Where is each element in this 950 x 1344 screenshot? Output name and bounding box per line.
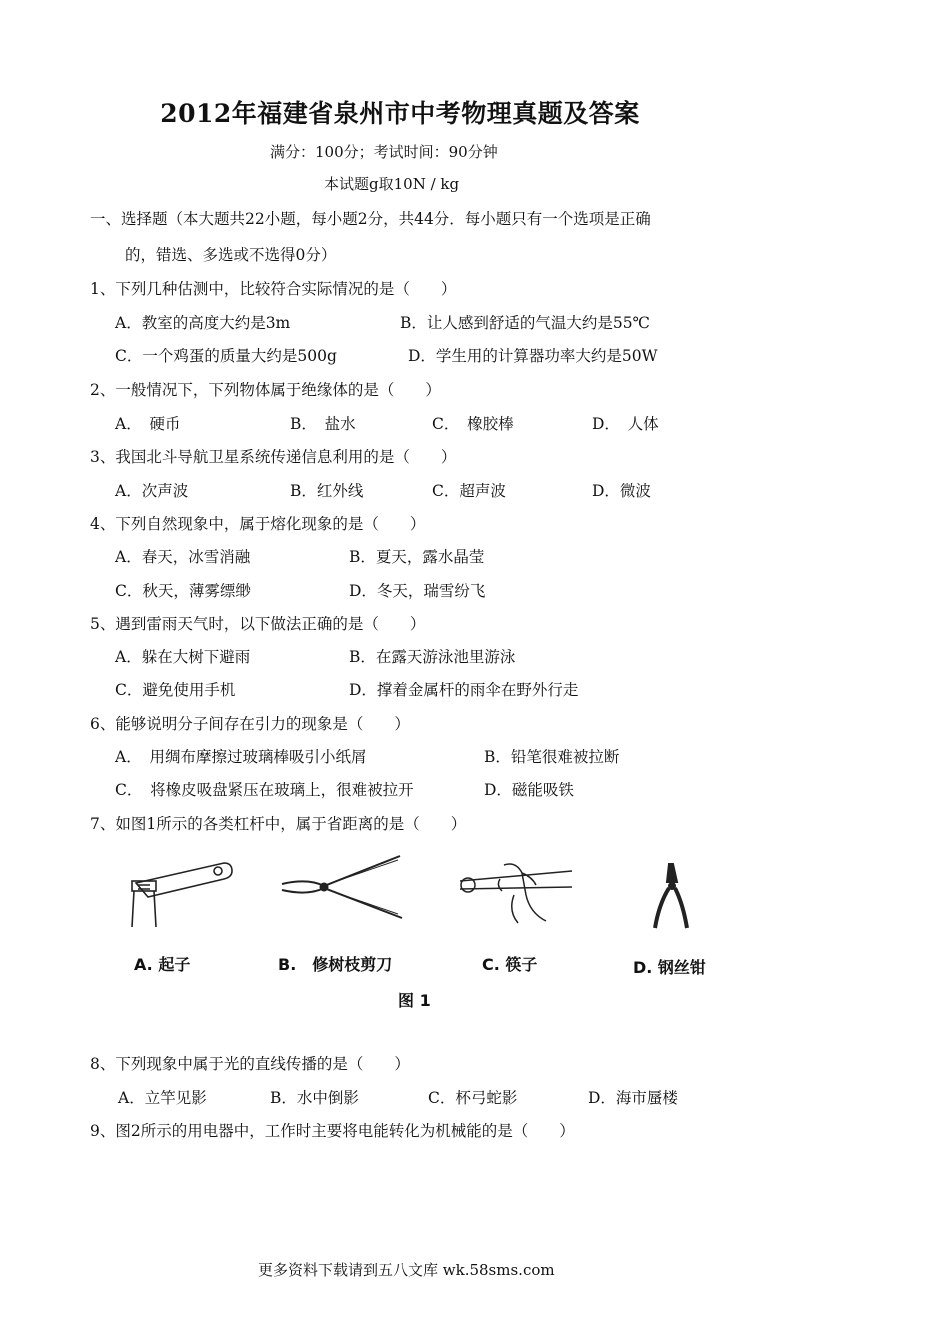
question-6-option-d: D．磁能吸铁 (484, 781, 574, 799)
question-1-stem: 1、下列几种估测中，比较符合实际情况的是（ ） (90, 280, 457, 298)
question-5-option-c: C．避免使用手机 (115, 681, 236, 699)
question-6-option-a: A． 用绸布摩擦过玻璃棒吸引小纸屑 (115, 748, 367, 766)
question-4-option-c: C．秋天，薄雾缥缈 (115, 582, 251, 600)
question-6-stem: 6、能够说明分子间存在引力的现象是（ ） (90, 715, 410, 733)
figure-1-label-b: B. 修树枝剪刀 (278, 955, 393, 974)
question-1-option-d: D．学生用的计算器功率大约是50W (408, 347, 658, 365)
question-2-option-d: D． 人体 (592, 415, 659, 433)
question-1-option-a: A．教室的高度大约是3m (115, 314, 291, 332)
bottle-opener-illustration (128, 855, 238, 935)
question-2-option-c: C． 橡胶棒 (432, 415, 514, 433)
footer-download-note: 更多资料下载请到五八文库 wk.58sms.com (258, 1261, 555, 1279)
question-4-option-b: B．夏天，露水晶莹 (349, 548, 485, 566)
section-heading-line2: 的，错选、多选或不选得0分） (125, 246, 337, 264)
question-1-option-c: C．一个鸡蛋的质量大约是500g (115, 347, 337, 365)
question-5-option-b: B．在露天游泳池里游泳 (349, 648, 516, 666)
question-5-option-a: A．躲在大树下避雨 (115, 648, 251, 666)
question-1-option-b: B．让人感到舒适的气温大约是55℃ (400, 314, 650, 332)
question-6-option-c: C． 将橡皮吸盘紧压在玻璃上，很难被拉开 (115, 781, 414, 799)
question-8-option-d: D．海市蜃楼 (588, 1089, 678, 1107)
question-8-option-c: C．杯弓蛇影 (428, 1089, 518, 1107)
question-8-option-b: B．水中倒影 (270, 1089, 359, 1107)
question-5-option-d: D．撑着金属杆的雨伞在野外行走 (349, 681, 579, 699)
wire-pliers-illustration (645, 860, 697, 932)
question-2-stem: 2、一般情况下，下列物体属于绝缘体的是（ ） (90, 381, 441, 399)
figure-1-label-d: D. 钢丝钳 (633, 958, 706, 977)
figure-1-label-a: A. 起子 (134, 955, 191, 974)
question-3-option-d: D．微波 (592, 482, 651, 500)
question-3-stem: 3、我国北斗导航卫星系统传递信息利用的是（ ） (90, 448, 457, 466)
question-3-option-a: A．次声波 (115, 482, 189, 500)
question-3-option-b: B．红外线 (290, 482, 364, 500)
question-4-option-a: A．春天，冰雪消融 (115, 548, 251, 566)
question-9-stem: 9、图2所示的用电器中，工作时主要将电能转化为机械能的是（ ） (90, 1122, 575, 1140)
question-5-stem: 5、遇到雷雨天气时，以下做法正确的是（ ） (90, 615, 426, 633)
chopsticks-illustration (456, 855, 576, 927)
gravity-note: 本试题g取10N / kg (324, 175, 460, 193)
section-heading-line1: 一、选择题（本大题共22小题，每小题2分，共44分．每小题只有一个选项是正确 (90, 210, 651, 228)
question-2-option-a: A． 硬币 (115, 415, 181, 433)
question-8-option-a: A．立竿见影 (118, 1089, 207, 1107)
page-title: 2012年福建省泉州市中考物理真题及答案 (160, 99, 640, 128)
question-8-stem: 8、下列现象中属于光的直线传播的是（ ） (90, 1055, 410, 1073)
question-7-stem: 7、如图1所示的各类杠杆中，属于省距离的是（ ） (90, 815, 467, 833)
pruning-shears-illustration (278, 852, 408, 924)
figure-1-caption: 图 1 (398, 991, 431, 1010)
question-3-option-c: C．超声波 (432, 482, 506, 500)
score-time-info: 满分：100分；考试时间：90分钟 (270, 143, 498, 161)
question-6-option-b: B．铅笔很难被拉断 (484, 748, 620, 766)
figure-1-label-c: C. 筷子 (482, 955, 538, 974)
question-4-stem: 4、下列自然现象中，属于熔化现象的是（ ） (90, 515, 426, 533)
question-2-option-b: B． 盐水 (290, 415, 356, 433)
question-4-option-d: D．冬天，瑞雪纷飞 (349, 582, 486, 600)
